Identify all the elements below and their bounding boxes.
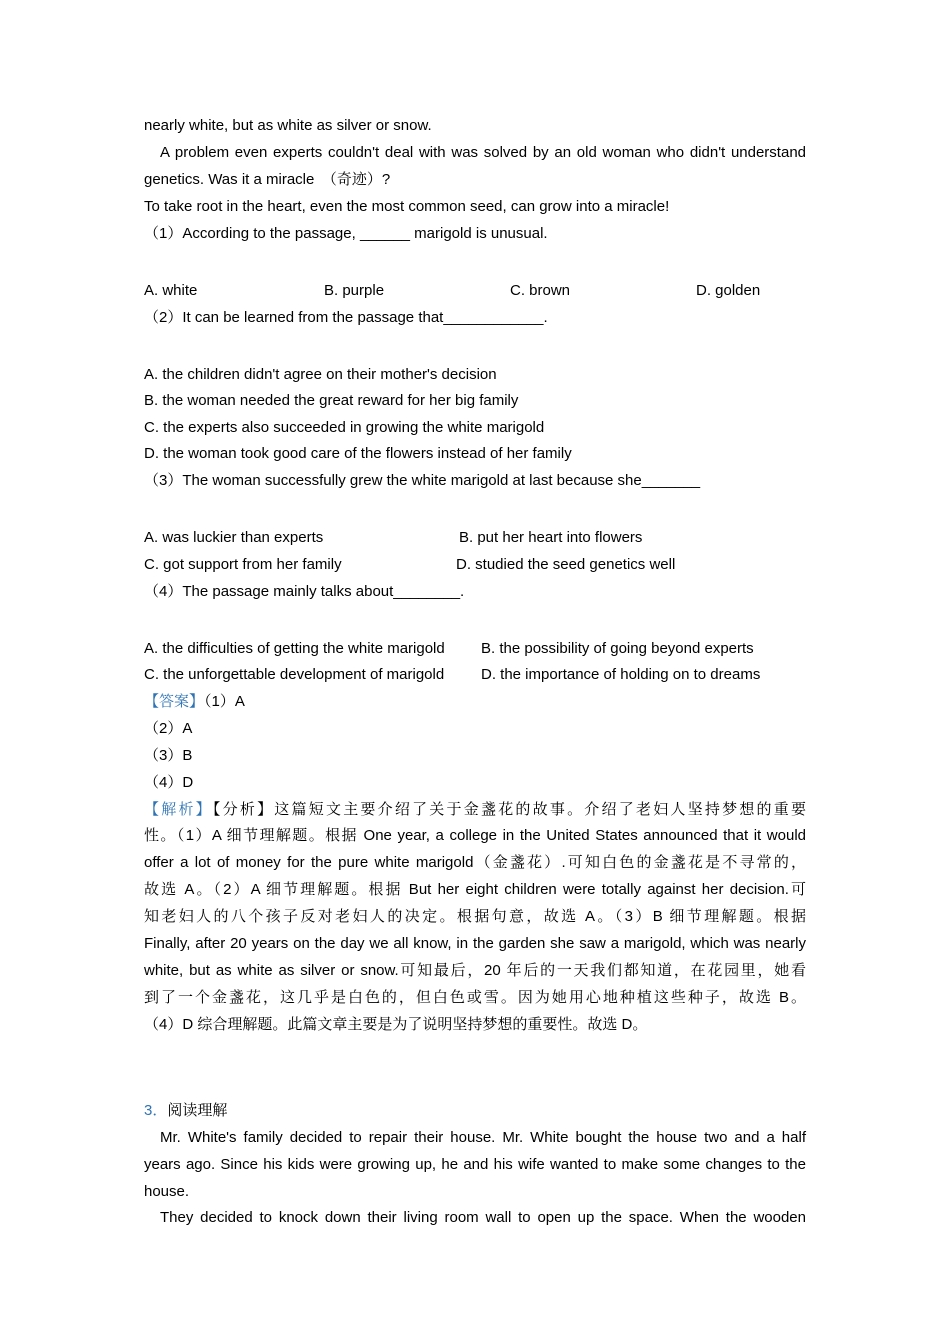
section-line: Mr. White's family decided to repair their house. Mr. White bought the house two and a half (160, 1129, 806, 1146)
option-2d: D. the woman took good care of the flowers instead of her family (144, 445, 572, 462)
option-2b: B. the woman needed the great reward for her big family (144, 392, 519, 409)
analysis-label: 【解析】 (144, 801, 213, 818)
analysis-line: Finally, after 20 years on the day we all know, in the garden she saw a marigold, which was nearly (144, 935, 806, 952)
section-title: 阅读理解 (167, 1102, 228, 1119)
option-1a: A. white (144, 282, 198, 299)
analysis-line: white, but as white as silver or snow.可知最后，20 年后的一天我们都知道，在花园里，她看 (144, 962, 806, 979)
passage-line: To take root in the heart, even the most common seed, can grow into a miracle! (144, 198, 670, 215)
option-2c: C. the experts also succeeded in growing the white marigold (144, 419, 545, 436)
answer-value: （1）A (204, 693, 245, 710)
analysis-line: offer a lot of money for the pure white marigold（金盞花）.可知白色的金盞花是不寻常的， (144, 854, 806, 871)
question-stem-1: （1）According to the passage, ______ marigold is unusual. (144, 225, 548, 242)
option-4a: A. the difficulties of getting the white marigold (144, 640, 445, 657)
option-4d: D. the importance of holding on to dreams (481, 666, 761, 683)
analysis-line (144, 800, 806, 820)
section-line: house. (144, 1183, 190, 1200)
question-stem-3: （3）The woman successfully grew the white marigold at last because she_______ (144, 472, 701, 489)
section-number: 3． (144, 1102, 168, 1119)
analysis-line: 故选 A。（2）A 细节理解题。根据 But her eight children were totally against her decision.可 (144, 881, 806, 898)
answer-value: （3）B (144, 747, 193, 764)
option-2a: A. the children didn't agree on their mother's decision (144, 366, 497, 383)
option-1d: D. golden (696, 282, 761, 299)
passage-line: genetics. Was it a miracle （奇迹）? (144, 171, 391, 188)
analysis-line: 性。（1）A 细节理解题。根据 One year, a college in the United States announced that it would (144, 827, 806, 844)
section-heading (144, 1101, 227, 1121)
analysis-line: 到了一个金盞花，这几乎是白色的，但白色或雪。因为她用心地种植这些种子，故选 B。 (144, 989, 806, 1006)
question-stem-4: （4）The passage mainly talks about________. (144, 583, 465, 600)
option-4c: C. the unforgettable development of marigold (144, 666, 445, 683)
option-3b: B. put her heart into flowers (459, 529, 643, 546)
passage-line: A problem even experts couldn't deal with was solved by an old woman who didn't understand (160, 144, 806, 161)
section-line: years ago. Since his kids were growing up, he and his wife wanted to make some changes to the (144, 1156, 806, 1173)
option-3c: C. got support from her family (144, 556, 342, 573)
option-3d: D. studied the seed genetics well (456, 556, 676, 573)
answer-value: （2）A (144, 720, 193, 737)
question-stem-2: （2）It can be learned from the passage that____________. (144, 309, 548, 326)
analysis-line: （4）D 综合理解题。此篇文章主要是为了说明坚持梦想的重要性。故选 D。 (144, 1016, 648, 1033)
analysis-line: 知老妇人的八个孩子反对老妇人的决定。根据句意，故选 A。（3）B 细节理解题。根据 (144, 908, 806, 925)
passage-line: nearly white, but as white as silver or snow. (144, 117, 432, 134)
section-line: They decided to knock down their living room wall to open up the space. When the wooden (160, 1209, 806, 1226)
option-3a: A. was luckier than experts (144, 529, 324, 546)
answer-value: （4）D (144, 774, 194, 791)
answer-line (144, 692, 245, 712)
option-1b: B. purple (324, 282, 385, 299)
option-4b: B. the possibility of going beyond experts (481, 640, 754, 657)
option-1c: C. brown (510, 282, 571, 299)
answer-label: 【答案】 (144, 693, 205, 710)
analysis-text: 【分析】这篇短文主要介绍了关于金盞花的故事。介绍了老妇人坚持梦想的重要 (212, 801, 806, 818)
